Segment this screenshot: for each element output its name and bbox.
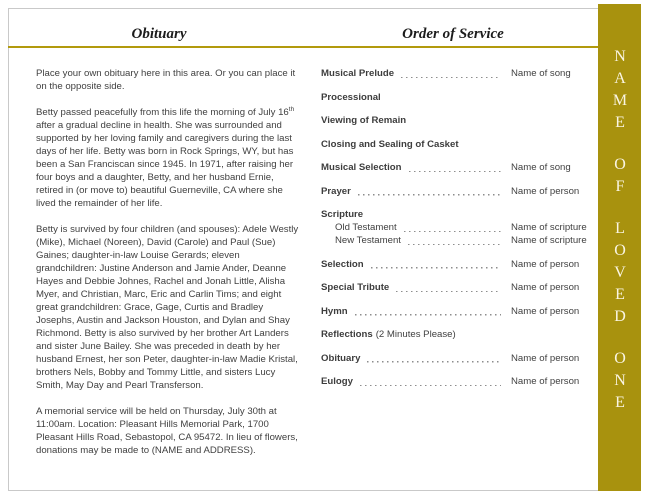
obituary-text: after a gradual decline in health. She was surrounded and supported by her loving family and caregivers during the last days of her life. Betty was born in Rock Springs, WY, but has been a San Franciscan since 1945. In 1971, after raising her four boys and a daughter, Betty, and her husband Ernie, retired in (or move to) beautiful Guerneville, CA where she lived the remainder of her life. bbox=[36, 120, 294, 209]
service-label: Obituary bbox=[321, 352, 361, 364]
service-row-reflections bbox=[321, 328, 597, 341]
dotted-leader bbox=[371, 267, 501, 269]
service-row-eulogy bbox=[321, 375, 597, 388]
order-of-service-header-cell bbox=[309, 9, 640, 46]
obituary-paragraph: Place your own obituary here in this area. Or you can place it on the opposite side. bbox=[36, 68, 296, 92]
service-label: Musical Prelude bbox=[321, 68, 395, 79]
banner-word: LOVED bbox=[611, 220, 629, 330]
banner-word: OF bbox=[611, 156, 629, 200]
service-label: Reflections bbox=[321, 329, 373, 340]
service-row-prayer bbox=[321, 185, 597, 198]
dotted-leader bbox=[396, 290, 501, 292]
service-row-scripture bbox=[321, 208, 597, 221]
dotted-leader bbox=[408, 243, 501, 245]
obituary-header-cell bbox=[9, 9, 309, 46]
service-label: Old Testament bbox=[335, 222, 397, 233]
service-value: Name of person bbox=[511, 376, 580, 387]
service-value: Name of person bbox=[511, 185, 580, 197]
service-value: Name of person bbox=[511, 282, 580, 293]
service-label: New Testament bbox=[335, 235, 401, 246]
service-label: Hymn bbox=[321, 305, 348, 317]
service-value: Name of song bbox=[511, 162, 571, 173]
service-note: (2 Minutes Please) bbox=[375, 329, 456, 340]
service-label: Musical Selection bbox=[321, 162, 402, 173]
dotted-leader bbox=[367, 361, 501, 363]
dotted-leader bbox=[409, 170, 501, 172]
service-row-hymn bbox=[321, 305, 597, 318]
obituary-paragraph: Betty is survived by four children (and spouses): Adele Westly (Mike), Michael (Noreen), David (Carole) and Paul (Sue) Gaines; daughter-in-law Louise Gerards; eleven grandchildren: Justine Anderson and Jamie Ander, Deanne Hayes and Debbie Johnes, Rachel and Jonah Little, Alisha Myer, and Christian, Marc, Eric and Carlin Tims; and eight great grandchildren: Grace, Gage, Curtis and Bradley Josephs, Austin and Jackson Houston, and Dylan and Shay Richmond. Betty is also survived by her brother Art Landers and sister June Bailey. She was preceded in death by her husband Ernest, her son Peter, daughter-in-law Madie Kristal, brothers Nels, Bobby and Tommy Little, and sisters Lucy Smith, May Day and Pearl Transferson. bbox=[36, 224, 299, 391]
dotted-leader bbox=[355, 314, 501, 316]
scripture-sub-group bbox=[321, 221, 597, 247]
service-value: Name of person bbox=[511, 258, 580, 270]
obituary-title: Obituary bbox=[131, 26, 187, 42]
dotted-leader bbox=[401, 76, 501, 78]
obituary-text: Betty passed peacefully from this life the morning of July 16 bbox=[36, 107, 289, 118]
banner-word: ONE bbox=[611, 350, 629, 416]
content-area bbox=[9, 48, 640, 490]
service-row-processional bbox=[321, 91, 597, 104]
service-row-old-testament bbox=[321, 221, 597, 234]
service-label: Closing and Sealing of Casket bbox=[321, 138, 459, 150]
dotted-leader bbox=[358, 194, 501, 196]
service-row-musical-prelude bbox=[321, 67, 597, 80]
service-row-new-testament bbox=[321, 234, 597, 247]
name-of-loved-one-banner bbox=[598, 4, 641, 491]
obituary-paragraph bbox=[36, 106, 299, 210]
service-value: Name of scripture bbox=[511, 235, 587, 246]
service-value: Name of scripture bbox=[511, 222, 587, 233]
banner-word: NAME bbox=[611, 48, 629, 136]
obituary-column bbox=[9, 67, 309, 490]
service-value: Name of song bbox=[511, 68, 571, 79]
service-label: Processional bbox=[321, 91, 381, 103]
service-row-closing-and-sealing bbox=[321, 138, 597, 151]
service-row-viewing-of-remain bbox=[321, 114, 597, 127]
order-of-service-column bbox=[309, 67, 640, 490]
service-label: Special Tribute bbox=[321, 282, 390, 293]
service-label: Scripture bbox=[321, 209, 364, 220]
service-label: Viewing of Remain bbox=[321, 115, 407, 126]
ordinal-superscript: th bbox=[288, 105, 295, 113]
obituary-paragraph: A memorial service will be held on Thursday, July 30th at 11:00am. Location: Pleasant Hills Memorial Park, 1700 Pleasant Hills Road, Sebastopol, CA 95472. In lieu of flowers, donations may be made to (NAME and ADDRESS). bbox=[36, 406, 298, 456]
dotted-leader bbox=[404, 230, 501, 232]
header bbox=[9, 9, 640, 46]
service-label: Eulogy bbox=[321, 376, 353, 387]
service-label: Prayer bbox=[321, 185, 351, 197]
service-label: Selection bbox=[321, 258, 364, 270]
program-card bbox=[8, 8, 641, 491]
service-row-selection bbox=[321, 258, 597, 271]
service-value: Name of person bbox=[511, 305, 580, 317]
service-row-obituary bbox=[321, 352, 597, 365]
service-value: Name of person bbox=[511, 352, 580, 364]
order-of-service-title: Order of Service bbox=[402, 26, 504, 42]
service-row-special-tribute bbox=[321, 281, 597, 294]
dotted-leader bbox=[360, 384, 501, 386]
service-row-musical-selection bbox=[321, 161, 597, 174]
